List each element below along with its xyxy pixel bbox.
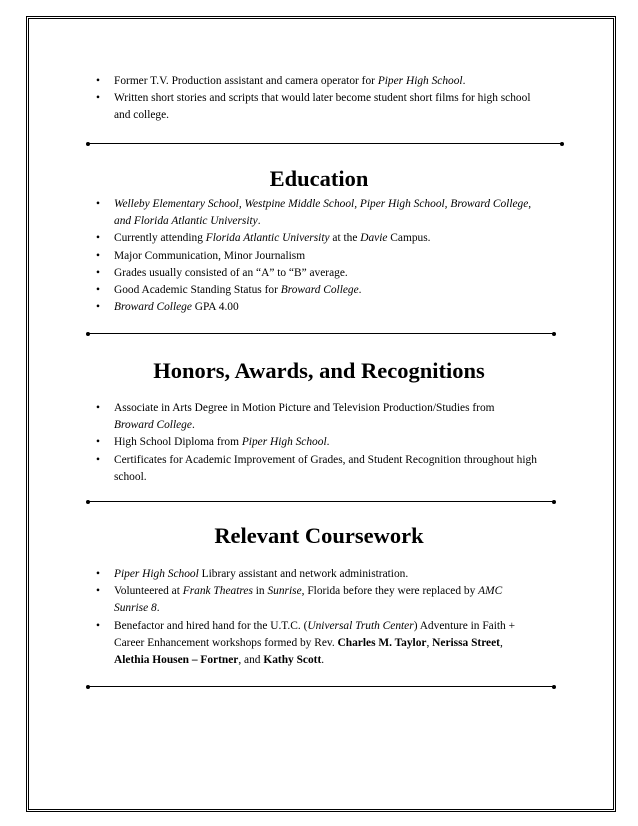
item-text: Major Communication, Minor Journalism (114, 249, 306, 262)
divider-dot (552, 500, 556, 504)
item-text: . (462, 75, 466, 87)
list-item (92, 434, 537, 451)
intro-list (92, 73, 537, 125)
divider-dot (86, 332, 90, 336)
honors-heading: Honors, Awards, and Recognitions (153, 358, 485, 383)
bullet-icon: • (96, 75, 100, 87)
bullet-icon: • (96, 301, 100, 314)
item-text: , and (238, 654, 264, 667)
item-text: Frank Theatres (182, 585, 253, 598)
item-text: Grades usually consisted of an “A” to “B” average. (114, 266, 348, 279)
bullet-icon: • (96, 232, 100, 245)
list-item (92, 452, 537, 486)
item-text: Charles M. Taylor (337, 636, 427, 649)
item-text: , (426, 636, 433, 649)
coursework-heading: Relevant Coursework (214, 523, 424, 548)
item-text: Library assistant and network administration. (198, 568, 409, 580)
item-text: Currently attending (114, 232, 206, 245)
list-item (92, 73, 537, 90)
item-text: Piper High School (241, 436, 327, 449)
item-text: . (156, 602, 160, 615)
section-divider (88, 143, 562, 144)
list-item (92, 265, 537, 282)
item-text: Alethia Housen – Fortner (114, 654, 239, 667)
list-item (92, 400, 537, 434)
bullet-icon: • (96, 585, 100, 598)
item-text: . (191, 419, 195, 432)
list-item (92, 90, 537, 124)
item-text: Good Academic Standing Status for (114, 284, 281, 297)
section-divider (88, 501, 554, 502)
item-text: Piper High School (114, 568, 199, 580)
list-item (92, 583, 537, 617)
item-text: GPA 4.00 (191, 301, 239, 314)
item-text: . (326, 436, 330, 449)
list-item (92, 299, 537, 316)
coursework-list (92, 566, 537, 669)
divider-dot (552, 685, 556, 689)
item-text: Universal Truth Center (307, 619, 414, 632)
section-divider (88, 333, 554, 334)
item-text: . (321, 654, 325, 667)
item-text: AMC Sunrise 8 (114, 585, 503, 615)
item-text: Piper High School (377, 75, 463, 87)
item-text: Former T.V. Production assistant and camera operator for (114, 75, 378, 87)
item-text: Broward College (114, 419, 192, 432)
bullet-icon: • (96, 198, 100, 210)
item-text: Broward College (280, 284, 359, 297)
bullet-icon: • (96, 619, 100, 632)
item-text: Written short stories and scripts that would later become student short films for high school and college. (114, 92, 531, 122)
item-text: Campus. (387, 232, 431, 245)
divider-dot (86, 500, 90, 504)
item-text: at the (329, 232, 361, 245)
honors-list (92, 400, 537, 486)
education-list (92, 196, 537, 316)
bullet-icon: • (96, 402, 100, 414)
item-text: , Florida before they were replaced by (301, 585, 479, 598)
item-text: Certificates for Academic Improvement of Grades, and Student Recognition throughout high school. (114, 453, 537, 483)
bullet-icon: • (96, 436, 100, 449)
item-text: ) Adventure in Faith + Career Enhancement workshops formed by Rev. (114, 619, 516, 649)
item-text: Florida Atlantic University (205, 232, 330, 245)
item-text: Kathy Scott (263, 654, 322, 667)
list-item (92, 282, 537, 299)
section-divider (88, 686, 554, 687)
divider-dot (86, 142, 90, 146)
divider-dot (86, 685, 90, 689)
bullet-icon: • (96, 453, 100, 466)
bullet-icon: • (96, 284, 100, 297)
item-text: Associate in Arts Degree in Motion Picture and Television Production/Studies from (114, 402, 495, 414)
list-item (92, 230, 537, 247)
bullet-icon: • (96, 266, 100, 279)
list-item (92, 196, 537, 230)
item-text: Benefactor and hired hand for the U.T.C. ( (114, 619, 308, 632)
item-text: Welleby Elementary School, Westpine Middle School, Piper High School, Broward College, and Florida Atlantic University (114, 198, 532, 228)
list-item (92, 566, 537, 583)
item-text: . (257, 215, 261, 228)
item-text: . (358, 284, 362, 297)
bullet-icon: • (96, 92, 100, 105)
bullet-icon: • (96, 249, 100, 262)
item-text: Davie (360, 232, 388, 245)
item-text: Nerissa Street (432, 636, 500, 649)
divider-dot (552, 332, 556, 336)
bullet-icon: • (96, 568, 100, 580)
item-text: Sunrise (267, 585, 302, 598)
item-text: , (499, 636, 503, 649)
divider-dot (560, 142, 564, 146)
list-item (92, 248, 537, 265)
education-heading: Education (269, 166, 369, 191)
item-text: Broward College (114, 301, 192, 314)
item-text: in (252, 585, 268, 598)
item-text: High School Diploma from (114, 436, 242, 449)
list-item (92, 618, 537, 670)
item-text: Volunteered at (114, 585, 183, 598)
